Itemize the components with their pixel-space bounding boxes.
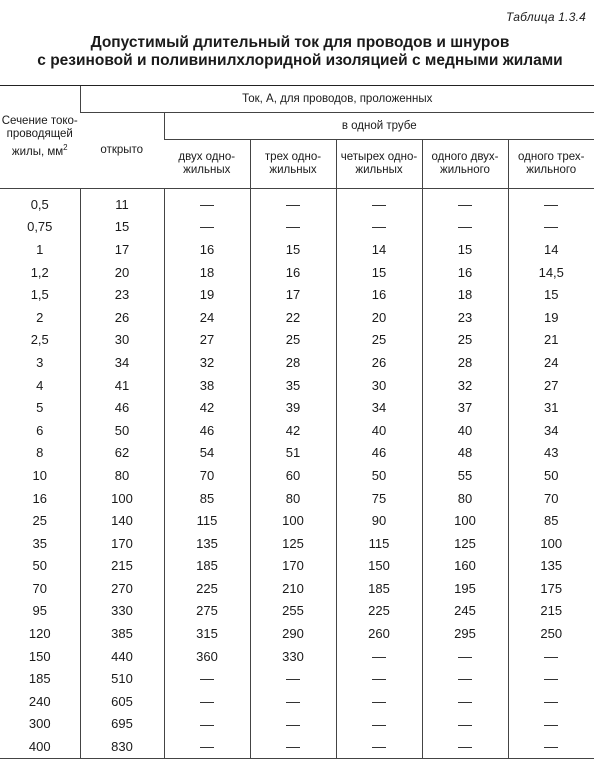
cell-current — [336, 667, 422, 690]
dash-mark — [286, 679, 300, 680]
cell-section: 6 — [36, 422, 44, 438]
cell-current: 14 — [508, 238, 594, 261]
cell-current: 260 — [336, 622, 422, 645]
cell-current: 37 — [422, 396, 508, 419]
cell-current: 34 — [508, 419, 594, 442]
cell-current: 385 — [80, 622, 164, 645]
cell-current: 42 — [164, 396, 250, 419]
cell-current — [422, 645, 508, 668]
dash-mark — [200, 747, 214, 748]
cell-section: 10 — [32, 467, 47, 483]
cell-current — [336, 735, 422, 758]
cell-current — [422, 216, 508, 239]
cell-current: 16 — [422, 261, 508, 284]
cell-current: 330 — [250, 645, 336, 668]
dash-mark — [372, 679, 386, 680]
cell-current — [250, 735, 336, 758]
cell-current: 185 — [336, 577, 422, 600]
cell-current: 315 — [164, 622, 250, 645]
header-in-pipe: в одной трубе — [164, 113, 594, 140]
cell-section: 2 — [36, 309, 44, 325]
cell-current — [508, 690, 594, 713]
cell-current — [508, 735, 594, 758]
cell-current: 40 — [422, 419, 508, 442]
cell-current — [336, 216, 422, 239]
cell-current: 70 — [508, 487, 594, 510]
cell-section: 4 — [36, 377, 44, 393]
cell-section: 70 — [32, 580, 47, 596]
cell-current: 605 — [80, 690, 164, 713]
dash-mark — [200, 205, 214, 206]
cell-current: 830 — [80, 735, 164, 758]
cell-section: 300 — [28, 716, 51, 732]
cell-current — [336, 645, 422, 668]
table-row — [0, 374, 594, 397]
cell-current: 14 — [336, 238, 422, 261]
cell-current: 22 — [250, 306, 336, 329]
table-row — [0, 261, 594, 284]
title-line-2: с резиновой и поливинилхлоридной изоляцией с медными жилами — [37, 52, 563, 69]
cell-section: 25 — [32, 513, 47, 529]
cell-section: 240 — [28, 693, 51, 709]
cell-current: 135 — [508, 555, 594, 578]
cell-section: 1,2 — [30, 264, 49, 280]
cell-current: 225 — [164, 577, 250, 600]
dash-mark — [458, 679, 472, 680]
cell-current: 115 — [164, 509, 250, 532]
cell-current: 25 — [422, 329, 508, 352]
cell-current: 39 — [250, 396, 336, 419]
cell-section: 35 — [32, 535, 47, 551]
cell-current — [250, 189, 336, 216]
cell-current: 215 — [508, 600, 594, 623]
cell-current — [250, 690, 336, 713]
cell-current: 440 — [80, 645, 164, 668]
dash-mark — [286, 747, 300, 748]
cell-section: 8 — [36, 445, 44, 461]
cell-current — [250, 713, 336, 736]
header-col-line: жильных — [355, 164, 403, 176]
table-row — [0, 329, 594, 352]
cell-current: 17 — [250, 283, 336, 306]
header-open: открыто — [80, 113, 164, 189]
header-section-line-2: проводящей — [6, 128, 73, 141]
dash-mark — [544, 679, 558, 680]
table-row — [0, 667, 594, 690]
cell-current: 19 — [164, 283, 250, 306]
cell-current: 245 — [422, 600, 508, 623]
cell-current: 170 — [250, 555, 336, 578]
table-row — [0, 351, 594, 374]
cell-current: 62 — [80, 442, 164, 465]
header-col-1-twin — [422, 140, 508, 189]
table-row — [0, 622, 594, 645]
header-col-line: жильного — [440, 164, 490, 176]
table-row — [0, 509, 594, 532]
cell-current: 15 — [336, 261, 422, 284]
cell-section: 16 — [32, 490, 47, 506]
dash-mark — [200, 227, 214, 228]
cell-current: 100 — [422, 509, 508, 532]
table-row — [0, 690, 594, 713]
table-row — [0, 645, 594, 668]
cell-current: 270 — [80, 577, 164, 600]
header-col-4-single — [336, 140, 422, 189]
cell-current: 34 — [80, 351, 164, 374]
cell-current — [422, 189, 508, 216]
cell-current — [422, 735, 508, 758]
cell-section: 3 — [36, 354, 44, 370]
table-row — [0, 442, 594, 465]
cell-current: 46 — [336, 442, 422, 465]
table-row — [0, 419, 594, 442]
table-body — [0, 189, 594, 759]
cell-current — [164, 713, 250, 736]
cell-current: 16 — [164, 238, 250, 261]
header-col-line: одного двух- — [431, 151, 499, 163]
table-row — [0, 464, 594, 487]
dash-mark — [458, 747, 472, 748]
cell-current: 50 — [336, 464, 422, 487]
dash-mark — [200, 702, 214, 703]
cell-current: 21 — [508, 329, 594, 352]
dash-mark — [458, 725, 472, 726]
cell-section: 150 — [28, 648, 51, 664]
table-row — [0, 487, 594, 510]
dash-mark — [458, 657, 472, 658]
dash-mark — [544, 725, 558, 726]
cell-current: 25 — [250, 329, 336, 352]
dash-mark — [286, 702, 300, 703]
cell-current: 50 — [508, 464, 594, 487]
cell-section: 120 — [28, 626, 51, 642]
table-row — [0, 238, 594, 261]
cell-current: 16 — [250, 261, 336, 284]
cell-section: 0,5 — [30, 196, 49, 212]
cell-current: 15 — [422, 238, 508, 261]
header-col-3-single — [250, 140, 336, 189]
cell-current: 330 — [80, 600, 164, 623]
cell-current — [508, 667, 594, 690]
cell-section: 1,5 — [30, 287, 49, 303]
table-row — [0, 216, 594, 239]
table-row — [0, 735, 594, 758]
dash-mark — [372, 747, 386, 748]
cell-current: 100 — [80, 487, 164, 510]
cell-current: 17 — [80, 238, 164, 261]
cell-current: 80 — [250, 487, 336, 510]
cell-current — [164, 690, 250, 713]
cell-current: 185 — [164, 555, 250, 578]
table-row — [0, 306, 594, 329]
cell-section: 5 — [36, 400, 44, 416]
header-section-unit: жилы, мм — [11, 145, 64, 158]
cell-current: 90 — [336, 509, 422, 532]
cell-current: 23 — [422, 306, 508, 329]
cell-current — [164, 735, 250, 758]
dash-mark — [458, 205, 472, 206]
cell-section: 2,5 — [30, 332, 49, 348]
dash-mark — [372, 725, 386, 726]
cell-current — [508, 645, 594, 668]
cell-current: 115 — [336, 532, 422, 555]
cell-current — [422, 713, 508, 736]
cell-current: 510 — [80, 667, 164, 690]
cell-current: 19 — [508, 306, 594, 329]
table-row — [0, 283, 594, 306]
table-row — [0, 555, 594, 578]
dash-mark — [372, 205, 386, 206]
cell-current: 28 — [422, 351, 508, 374]
cell-current: 16 — [336, 283, 422, 306]
cell-current — [422, 667, 508, 690]
cell-current: 48 — [422, 442, 508, 465]
cell-current: 54 — [164, 442, 250, 465]
cell-current: 34 — [336, 396, 422, 419]
cell-current: 18 — [422, 283, 508, 306]
cell-current: 25 — [336, 329, 422, 352]
cell-current — [164, 189, 250, 216]
cell-current: 80 — [80, 464, 164, 487]
cell-section: 1 — [36, 241, 44, 257]
cell-section: 50 — [32, 558, 47, 574]
cell-current: 275 — [164, 600, 250, 623]
cell-current: 225 — [336, 600, 422, 623]
cell-current: 255 — [250, 600, 336, 623]
cell-current: 43 — [508, 442, 594, 465]
current-table — [0, 85, 594, 759]
cell-current: 28 — [250, 351, 336, 374]
cell-current — [336, 713, 422, 736]
cell-current: 27 — [164, 329, 250, 352]
dash-mark — [458, 227, 472, 228]
header-section-line-3 — [0, 141, 80, 159]
cell-current — [164, 667, 250, 690]
header-col-line: жильного — [526, 164, 577, 176]
header-col-line: трех одно- — [264, 151, 322, 163]
cell-current: 38 — [164, 374, 250, 397]
dash-mark — [544, 657, 558, 658]
cell-current — [336, 189, 422, 216]
cell-current: 125 — [422, 532, 508, 555]
cell-current: 290 — [250, 622, 336, 645]
header-current-group: Ток, А, для проводов, проложенных — [80, 86, 594, 113]
dash-mark — [544, 747, 558, 748]
cell-current: 35 — [250, 374, 336, 397]
cell-current: 100 — [250, 509, 336, 532]
dash-mark — [544, 702, 558, 703]
dash-mark — [372, 702, 386, 703]
dash-mark — [286, 205, 300, 206]
cell-current: 215 — [80, 555, 164, 578]
cell-section: 185 — [28, 671, 51, 687]
cell-current: 14,5 — [508, 261, 594, 284]
cell-current: 250 — [508, 622, 594, 645]
cell-current: 26 — [336, 351, 422, 374]
cell-current: 175 — [508, 577, 594, 600]
cell-current — [164, 216, 250, 239]
dash-mark — [544, 227, 558, 228]
dash-mark — [458, 702, 472, 703]
cell-current: 42 — [250, 419, 336, 442]
cell-current: 27 — [508, 374, 594, 397]
cell-current: 85 — [508, 509, 594, 532]
cell-current: 100 — [508, 532, 594, 555]
cell-current: 24 — [508, 351, 594, 374]
table-row — [0, 600, 594, 623]
cell-current — [508, 713, 594, 736]
cell-current: 26 — [80, 306, 164, 329]
title-line-1: Допустимый длительный ток для проводов и шнуров — [90, 34, 510, 51]
cell-current: 75 — [336, 487, 422, 510]
cell-current: 46 — [164, 419, 250, 442]
cell-current: 30 — [336, 374, 422, 397]
cell-current: 23 — [80, 283, 164, 306]
cell-current: 55 — [422, 464, 508, 487]
table-title — [0, 34, 600, 70]
cell-current — [336, 690, 422, 713]
header-col-line: четырех одно- — [340, 151, 418, 163]
cell-section: 400 — [0, 735, 80, 758]
cell-current — [422, 690, 508, 713]
cell-current: 15 — [508, 283, 594, 306]
cell-current: 360 — [164, 645, 250, 668]
dash-mark — [286, 227, 300, 228]
cell-current: 140 — [80, 509, 164, 532]
cell-current: 125 — [250, 532, 336, 555]
dash-mark — [372, 227, 386, 228]
cell-current — [508, 216, 594, 239]
cell-current: 50 — [80, 419, 164, 442]
cell-current: 31 — [508, 396, 594, 419]
cell-current: 80 — [422, 487, 508, 510]
header-col-line: двух одно- — [178, 151, 236, 163]
header-section-line-1: Сечение токо- — [1, 115, 78, 128]
dash-mark — [372, 657, 386, 658]
cell-current: 170 — [80, 532, 164, 555]
cell-current: 32 — [164, 351, 250, 374]
cell-current: 160 — [422, 555, 508, 578]
cell-current: 85 — [164, 487, 250, 510]
table-row — [0, 532, 594, 555]
header-col-2-single — [164, 140, 250, 189]
dash-mark — [544, 205, 558, 206]
cell-current: 18 — [164, 261, 250, 284]
dash-mark — [286, 725, 300, 726]
table-number-label: Таблица 1.3.4 — [506, 10, 586, 24]
cell-current: 135 — [164, 532, 250, 555]
cell-current: 11 — [80, 189, 164, 216]
dash-mark — [200, 679, 214, 680]
cell-current: 32 — [422, 374, 508, 397]
cell-current: 60 — [250, 464, 336, 487]
header-section-unit-power: 2 — [63, 143, 68, 153]
dash-mark — [200, 725, 214, 726]
cell-current: 20 — [336, 306, 422, 329]
header-col-1-triple — [508, 140, 594, 189]
cell-current: 195 — [422, 577, 508, 600]
cell-current — [250, 667, 336, 690]
cell-current: 70 — [164, 464, 250, 487]
header-col-line: одного трех- — [517, 151, 585, 163]
cell-current: 24 — [164, 306, 250, 329]
cell-current: 15 — [80, 216, 164, 239]
cell-current: 295 — [422, 622, 508, 645]
cell-current: 695 — [80, 713, 164, 736]
cell-section: 95 — [32, 603, 47, 619]
cell-current: 30 — [80, 329, 164, 352]
table-row — [0, 396, 594, 419]
cell-current: 51 — [250, 442, 336, 465]
cell-current: 46 — [80, 396, 164, 419]
cell-current — [508, 189, 594, 216]
cell-current: 40 — [336, 419, 422, 442]
table-row — [0, 713, 594, 736]
cell-current — [250, 216, 336, 239]
cell-current: 210 — [250, 577, 336, 600]
cell-current: 15 — [250, 238, 336, 261]
cell-section: 0,75 — [27, 219, 53, 235]
cell-current: 150 — [336, 555, 422, 578]
header-col-line: жильных — [183, 164, 231, 176]
table-row — [0, 577, 594, 600]
header-col-line: жильных — [269, 164, 317, 176]
table-row — [0, 189, 594, 216]
header-section — [0, 86, 80, 189]
cell-current: 20 — [80, 261, 164, 284]
cell-current: 41 — [80, 374, 164, 397]
